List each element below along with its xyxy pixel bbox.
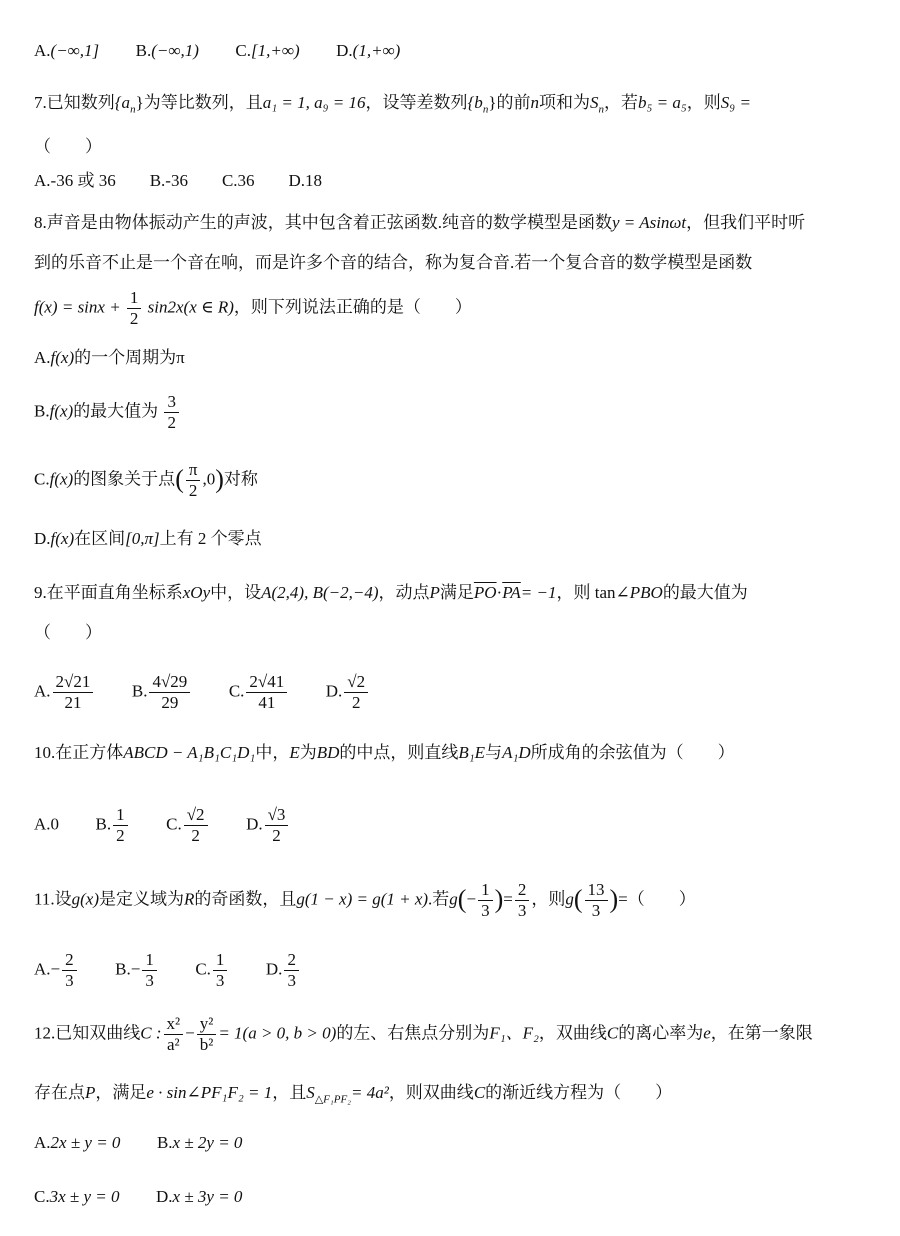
q9-dot: ·	[496, 583, 503, 602]
q11-fraction-1	[478, 880, 493, 921]
q7-text-f: ，若	[603, 93, 638, 112]
q9-vector-po: $\overline{PO}$	[473, 583, 497, 602]
q9-eq: = −1	[520, 583, 557, 602]
q12-x2: x²	[164, 1014, 184, 1035]
q12-frac-y	[197, 1014, 217, 1055]
q8-option-b-fraction	[164, 392, 179, 433]
q9-option-c-label: C.	[228, 681, 245, 701]
q8-option-b-math: f(x)	[49, 401, 74, 421]
q11-g2: g	[565, 889, 574, 909]
q11-text-e: ，则	[531, 889, 566, 909]
q11-option-b-fraction	[142, 950, 157, 991]
q11-r: R	[184, 889, 195, 909]
q8-b-num: 3	[164, 392, 179, 413]
q7-seq-a: {a	[114, 93, 131, 112]
q9-text-e: ，则 tan∠	[556, 583, 630, 602]
q12-c2: C	[606, 1023, 619, 1043]
q8-option-c-label: C.	[34, 469, 50, 489]
q8-c-text2: 对称	[223, 469, 258, 489]
q9-text-f: 的最大值为	[662, 583, 748, 602]
q10-text-d: 的中点，则直线	[339, 743, 459, 762]
q9-option-c-fraction	[246, 672, 287, 713]
q6-option-c-label: C.	[235, 41, 252, 60]
q8-b-den: 2	[167, 413, 176, 432]
q11-option-a-label: A.	[34, 959, 51, 979]
q8-text-c: ，则下列说法正确的是（ ）	[233, 297, 472, 317]
q11-tail: =（ ）	[618, 889, 696, 909]
q9-option-d-fraction	[344, 672, 368, 713]
q8-option-a-math: f(x)	[50, 348, 75, 367]
q10-c-num: √2	[184, 805, 208, 826]
q12-line1	[34, 1014, 813, 1055]
q6-option-b-value: (−∞,1)	[151, 41, 199, 60]
q10-line1	[34, 740, 735, 766]
q9-points: A(2,4), B(−2,−4)	[261, 583, 379, 602]
q8-line1	[34, 210, 805, 236]
q11-b-den: 3	[145, 971, 154, 990]
q11-text-a: 11.设	[34, 889, 72, 909]
q12-option-c-label: C.	[34, 1187, 50, 1206]
q6-options	[34, 38, 400, 64]
q8-option-d-math: f(x)	[50, 529, 75, 548]
q6-option-d-label: D.	[336, 41, 353, 60]
q12-line2	[34, 1080, 672, 1112]
q12-y2: y²	[197, 1014, 217, 1035]
q11-a-num: 2	[62, 950, 77, 971]
q9-answer-blank: （ ）	[34, 623, 102, 642]
q11-c-den: 3	[215, 971, 225, 990]
q12-text-i: ，则双曲线	[388, 1083, 474, 1102]
q11-n2: 2	[515, 880, 530, 901]
q11-options	[34, 950, 301, 991]
q10-b1e: B₁E	[458, 743, 486, 762]
q9-option-b-label: B.	[131, 681, 148, 701]
q9-c-den: 41	[258, 693, 276, 712]
q7-seq-b: {b	[467, 93, 483, 112]
q10-options	[34, 805, 290, 846]
q9-text-a: 9.在平面直角坐标系	[34, 583, 183, 602]
q12-text-d: 的离心率为	[618, 1023, 704, 1043]
q11-option-d-fraction	[284, 950, 299, 991]
q11-symmetry: g(1 − x) = g(1 + x)	[296, 889, 429, 909]
q8-option-c-text: 的图象关于点	[73, 469, 176, 489]
q12-e: e	[703, 1023, 711, 1043]
q12-c3: C	[473, 1083, 486, 1102]
q8-option-d	[34, 526, 262, 552]
q11-fraction-2	[515, 880, 530, 921]
q9-options	[34, 672, 370, 713]
q10-b-den: 2	[116, 826, 125, 845]
q7-text-d: }的前	[488, 93, 531, 112]
q11-option-a-fraction	[62, 950, 77, 991]
q12-option-a-value: 2x ± y = 0	[50, 1133, 121, 1152]
q6-option-a-label: A.	[34, 41, 51, 60]
q8-c-tail: ,0	[202, 469, 216, 489]
q12-text-a: 12.已知双曲线	[34, 1023, 141, 1043]
q11-option-c-label: C.	[195, 959, 211, 979]
q10-cube: ABCD − A₁B₁C₁D₁	[123, 743, 256, 762]
q12-text-g: ，满足	[95, 1083, 147, 1102]
q10-option-c-label: C.	[166, 814, 182, 834]
q11-d-num: 2	[284, 950, 299, 971]
q10-a1d: A₁D	[502, 743, 531, 762]
q8-option-c-fraction	[186, 460, 201, 501]
q12-eq: = 1(a > 0, b > 0)	[218, 1023, 337, 1043]
q10-option-a: A.0	[34, 814, 60, 834]
q10-text-f: 所成角的余弦值为（ ）	[530, 743, 735, 762]
q9-line1	[34, 580, 748, 606]
q9-vector-pa: $\overline{PA}$	[502, 583, 521, 602]
q8-text-b: ，但我们平时听	[686, 213, 806, 232]
q9-option-d-label: D.	[325, 681, 343, 701]
q12-foci: F₁、F₂	[489, 1023, 539, 1043]
q12-options-ab	[34, 1130, 242, 1156]
q8-option-d-text: 在区间	[74, 529, 126, 548]
q11-line1: 11.设g(x)是定义域为R的奇函数，且g(1 − x) = g(1 + x).若g(− $\frac{1}{3}$ )= $\frac{2}{3}$ ，则g( $\frac{13}{3}$ )=（ ）	[34, 880, 696, 920]
q11-neg: −	[466, 889, 477, 909]
q11-text-b: 是定义域为	[99, 889, 184, 909]
q9-text-b: 中，设	[210, 583, 262, 602]
q8-option-d-text2: 上有 2 个零点	[159, 529, 262, 548]
q11-b-num: 1	[142, 950, 157, 971]
q8-option-b	[34, 392, 181, 433]
q7-sn: S	[589, 93, 599, 112]
q9-option-a-label: A.	[34, 681, 51, 701]
q11-option-b-sign: −	[130, 959, 141, 979]
q12-c: C :	[140, 1023, 162, 1043]
q8-model: y = Asinωt	[612, 213, 687, 232]
q12-option-b-value: x ± 2y = 0	[172, 1133, 243, 1152]
q7-text-b: }为等比数列，且	[135, 93, 263, 112]
q12-p: P	[85, 1083, 96, 1102]
q9-a-num: 2√21	[53, 672, 94, 693]
q12-option-d-label: D.	[156, 1187, 173, 1206]
q7-text-a: 7.已知数列	[34, 93, 115, 112]
q11-g-open: g	[449, 889, 458, 909]
q10-text-a: 10.在正方体	[34, 743, 124, 762]
q9-text-c: ，动点	[378, 583, 430, 602]
q8-option-c-math: f(x)	[49, 469, 74, 489]
q9-d-num: √2	[344, 672, 368, 693]
q12-text-e: ，在第一象限	[710, 1023, 813, 1043]
q11-g: g(x)	[71, 889, 99, 909]
q9-option-a-fraction	[53, 672, 94, 713]
q9-b-den: 29	[161, 693, 179, 712]
q8-line2: 到的乐音不止是一个音在响，而是许多个音的结合，称为复合音.若一个复合音的数学模型是函数	[34, 253, 753, 272]
q7-s9: S₉ =	[720, 93, 751, 112]
q11-d-den: 3	[287, 971, 296, 990]
q8-option-b-text: 的最大值为	[73, 401, 159, 421]
q7-text-g: ，则	[686, 93, 721, 112]
q12-s-val: = 4a²	[350, 1083, 389, 1102]
q11-a-den: 3	[65, 971, 74, 990]
q10-option-d-label: D.	[246, 814, 263, 834]
q10-bd: BD	[316, 743, 340, 762]
q8-frac-den: 2	[129, 309, 139, 328]
q8-option-a	[34, 345, 185, 371]
q12-option-c-value: 3x ± y = 0	[49, 1187, 120, 1206]
q10-option-d-fraction	[265, 805, 289, 846]
q6-option-d-value: (1,+∞)	[352, 41, 401, 60]
q7-text-e: 项和为	[538, 93, 590, 112]
q12-frac-x	[164, 1014, 184, 1055]
q10-option-b-fraction	[113, 805, 128, 846]
q12-text-c: ，双曲线	[538, 1023, 607, 1043]
q12-b2: b²	[199, 1035, 214, 1054]
q8-option-a-text: 的一个周期为π	[74, 348, 185, 367]
q12-minus: −	[185, 1023, 195, 1043]
q8-option-a-label: A.	[34, 348, 51, 367]
q10-text-c: 为	[299, 743, 317, 762]
q12-text-f: 存在点	[34, 1083, 85, 1102]
q10-text-e: 与	[485, 743, 503, 762]
q8-option-d-label: D.	[34, 529, 51, 548]
q8-text-a: 8.声音是由物体振动产生的声波，其中包含着正弦函数.纯音的数学模型是函数	[34, 213, 612, 232]
q9-p: P	[429, 583, 440, 602]
q6-option-b-label: B.	[135, 41, 152, 60]
q10-c-den: 2	[191, 826, 200, 845]
q8-c-num: π	[186, 460, 201, 481]
q11-fraction-3	[585, 880, 608, 921]
q12-a2: a²	[166, 1035, 180, 1054]
q8-option-c: C.f(x)的图象关于点( $\frac{\pi}{2}$ ,0)对称	[34, 460, 258, 500]
q8-c-den: 2	[188, 481, 198, 500]
q7-condition-2: b₅ = a₅	[637, 93, 687, 112]
q11-option-a-sign: −	[50, 959, 61, 979]
q10-text-b: 中，	[255, 743, 290, 762]
q10-option-c-fraction	[184, 805, 208, 846]
q12-text-b: 的左、右焦点分别为	[336, 1023, 490, 1043]
q8-function-lhs: f(x) = sinx +	[34, 297, 121, 317]
q10-option-b-label: B.	[95, 814, 112, 834]
q12-option-d-value: x ± 3y = 0	[172, 1187, 243, 1206]
q12-text-h: ，且	[272, 1083, 307, 1102]
q11-c-num: 1	[213, 950, 228, 971]
q7-condition: a₁ = 1, a₉ = 16	[262, 93, 366, 112]
q11-d1: 3	[481, 901, 490, 920]
q8-line3	[34, 288, 472, 329]
q6-option-a-value: (−∞,1]	[50, 41, 100, 60]
q7-stem: 7.已知数列$\{a_n\}$为等比数列，且a₁ = 1, a₉ = 16，设等差数列$\{b_n\}$的前n项和为$S_n$，若b₅ = a₅，则S₉ =	[34, 93, 751, 116]
q8-frac-num: 1	[127, 288, 142, 309]
q7-options: A.-36 或 36 B.-36 C.36 D.18	[34, 171, 323, 190]
q9-xoy: xOy	[182, 583, 211, 602]
q11-text-c: 的奇函数，且	[194, 889, 297, 909]
q10-e: E	[289, 743, 300, 762]
q11-d2: 3	[517, 901, 527, 920]
q10-d-den: 2	[272, 826, 281, 845]
q9-d-den: 2	[351, 693, 361, 712]
q12-condition: e · sin∠PF₁F₂ = 1	[146, 1083, 273, 1102]
q11-option-c-fraction	[213, 950, 228, 991]
q9-c-num: 2√41	[246, 672, 287, 693]
q9-text-d: 满足	[439, 583, 474, 602]
q8-option-d-interval: [0,π]	[125, 529, 160, 548]
q11-text-d: .若	[428, 889, 450, 909]
q12-option-a-label: A.	[34, 1133, 51, 1152]
q12-s: S	[306, 1083, 315, 1102]
q9-angle: PBO	[629, 583, 663, 602]
q11-option-d-label: D.	[265, 959, 283, 979]
q11-d3: 3	[591, 901, 601, 920]
q7-answer-blank: （ ）	[34, 137, 102, 156]
q11-n3: 13	[585, 880, 608, 901]
q7-n: n	[530, 93, 539, 112]
q6-option-c-value: [1,+∞)	[251, 41, 300, 60]
q11-eq1: =	[503, 889, 513, 909]
q8-option-b-label: B.	[34, 401, 50, 421]
q11-option-b-label: B.	[115, 959, 131, 979]
q12-option-b-label: B.	[156, 1133, 173, 1152]
q10-d-num: √3	[265, 805, 289, 826]
q7-text-c: ，设等差数列	[365, 93, 468, 112]
q12-s-sub: △F₁PF₂	[314, 1093, 351, 1106]
q12-text-j: 的渐近线方程为（ ）	[485, 1083, 673, 1102]
q9-option-b-fraction	[149, 672, 190, 713]
q9-a-den: 21	[64, 693, 82, 712]
q9-b-num: 4√29	[149, 672, 190, 693]
q8-function-rhs: sin2x(x ∈ R)	[147, 297, 234, 317]
q10-b-num: 1	[113, 805, 128, 826]
q12-options-cd	[34, 1184, 242, 1210]
q11-n1: 1	[478, 880, 493, 901]
q8-fraction	[127, 288, 142, 329]
